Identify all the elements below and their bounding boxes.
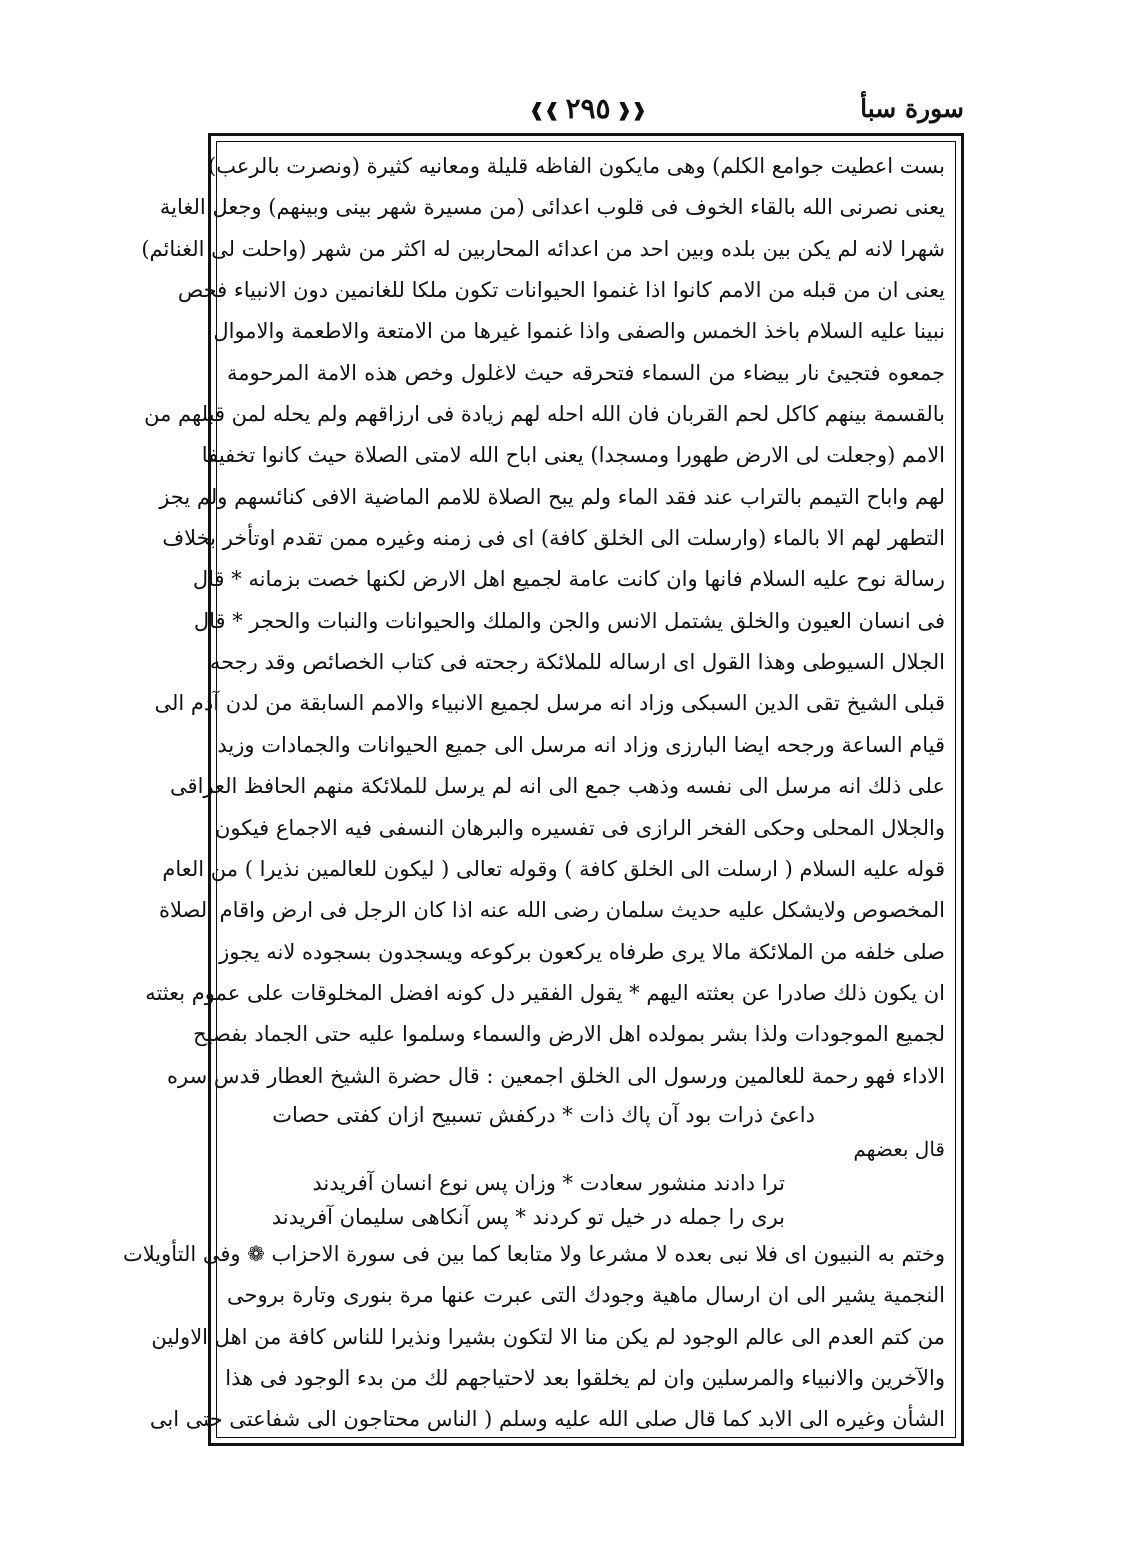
verse-line: ترا دادند منشور سعادت * وزان پس نوع انسان آفريدند [312,1171,785,1195]
text-line: يعنى ان من قبله من الامم كانوا اذا غنموا الحيوانات تكون ملكا للغانمين دون الانبياء فخص [177,278,945,303]
verse-line: داعئ ذرات بود آن پاك ذات * دركفش تسبيح ازان كفتى حصات [272,1103,815,1127]
verse-block [227,1098,945,1234]
text-line: الشأن وغيره الى الابد كما قال صلى الله عليه وسلم ( الناس محتاجون الى شفاعتى حتى ابى [149,1407,945,1432]
text-line: على ذلك انه مرسل الى نفسه وذهب جمع الى انه لم يرسل للملائكة منهم الحافظ العراقى [170,774,945,799]
text-line: بست اعطيت جوامع الكلم) وهى مايكون الفاظه قليلة ومعانيه كثيرة (ونصرت بالرعب) [208,154,945,178]
page-number-value: ٢٩٥ [565,92,611,125]
running-title: سورة سبأ [860,94,964,123]
verse-intro: قال بعضهم [853,1137,945,1161]
text-frame [122,133,964,1446]
main-text-top [141,146,945,1097]
text-line: قوله عليه السلام ( ارسلت الى الخلق كافة ) وقوله تعالى ( ليكون للعالمين نذيرا ) من العام [162,856,945,881]
text-line: قيام الساعة ورجحه ايضا البارزى وزاد انه مرسل الى جميع الحيوانات والجمادات وزيد [217,732,945,757]
text-line: الاداء فهو رحمة للعالمين ورسول الى الخلق اجمعين : قال حضرة الشيخ العطار قدس سره [167,1063,945,1088]
text-line: وختم به النبيون اى فلا نبى بعده لا مشرعا ولا متابعا كما بين فى سورة الاحزاب ❁ وفى التأويلات [122,1242,945,1266]
text-line: والجلال المحلى وحكى الفخر الرازى فى تفسيره والبرهان النسفى فيه الاجماع فيكون [214,815,945,840]
text-line: بالقسمة بينهم كاكل لحم القربان فان الله احله لهم زيادة فى ارزاقهم ولم يحله لمن قبلهم من [144,402,945,427]
text-line: رسالة نوح عليه السلام فانها وان كانت عامة لجميع اهل الارض لكنها خصت بزمانه * قال [192,567,945,592]
page-header [208,94,964,134]
text-line: والآخرين والانبياء والمرسلين وان لم يخلقوا بعد لاحتياجهم لك من بدء الوجود فى هذا [225,1366,945,1391]
text-line: نبينا عليه السلام باخذ الخمس والصفى واذا غنموا غيرها من الامتعة والاطعمة والاموال [213,319,945,344]
text-line: يعنى نصرنى الله بالقاء الخوف فى قلوب اعدائى (من مسيرة شهر بينى وبينهم) وجعل الغاية [159,195,945,220]
text-line: قبلى الشيخ تقى الدين السبكى وزاد انه مرسل لجميع الانبياء والامم السابقة من لدن آدم الى [154,691,945,716]
main-text-bottom [122,1234,945,1441]
text-line: ان يكون ذلك صادرا عن بعثته اليهم * يقول الفقير دل كونه افضل المخلوقات على عموم بعثته [145,980,945,1005]
text-line: صلى خلفه من الملائكة مالا يرى طرفاه يركعون بركوعه ويسجدون بسجوده لانه يجوز [219,939,945,964]
text-line: المخصوص ولايشكل عليه حديث سلمان رضى الله عنه اذا كان الرجل فى ارض واقام الصلاة [159,898,945,923]
text-line: النجمية يشير الى ان ارسال ماهية وجودك التى عبرت عنها مرة بنورى وتارة بروحى [227,1283,945,1308]
text-line: جمعوه فتجيئ نار بيضاء من السماء فتحرقه حيث لاغلول وخص هذه الامة المرحومة [227,360,945,385]
text-line: لجميع الموجودات ولذا بشر بمولده اهل الارض والسماء وسلموا عليه حتى الجماد بفصيح [193,1022,945,1047]
right-ornament-icon: ❱❱ [529,100,560,121]
text-line: فى انسان العيون والخلق يشتمل الانس والجن والملك والحيوانات والنبات والحجر * قال [193,608,945,633]
left-ornament-icon: ❰❰ [616,100,647,121]
text-line: من كتم العدم الى عالم الوجود لم يكن منا الا لتكون بشيرا ونذيرا للناس كافة من اهل الاولين [151,1324,945,1349]
text-line: لهم واباح التيمم بالتراب عند فقد الماء ولم يبح الصلاة للامم الماضية الافى كنائسهم ولم يجز [159,484,945,509]
text-line: الامم (وجعلت لى الارض طهورا ومسجدا) يعنى اباح الله لامتى الصلاة حيث كانوا تخفيفا [201,443,945,468]
verse-line: برى را جمله در خيل تو كردند * پس آنكاهى سليمان آفريدند [271,1205,785,1229]
text-line: التطهر لهم الا بالماء (وارسلت الى الخلق كافة) اى فى زمنه وغيره ممن تقدم اوتأخر بخلاف [162,526,945,551]
page-number [518,92,658,125]
text-line: الجلال السيوطى وهذا القول اى ارساله للملائكة رجحته فى كتاب الخصائص وقد رجحه [209,650,945,675]
text-line: شهرا لانه لم يكن بين بلده وبين احد من اعدائه المحاربين له اكثر من شهر (واحلت لى الغنائم) [141,236,945,261]
